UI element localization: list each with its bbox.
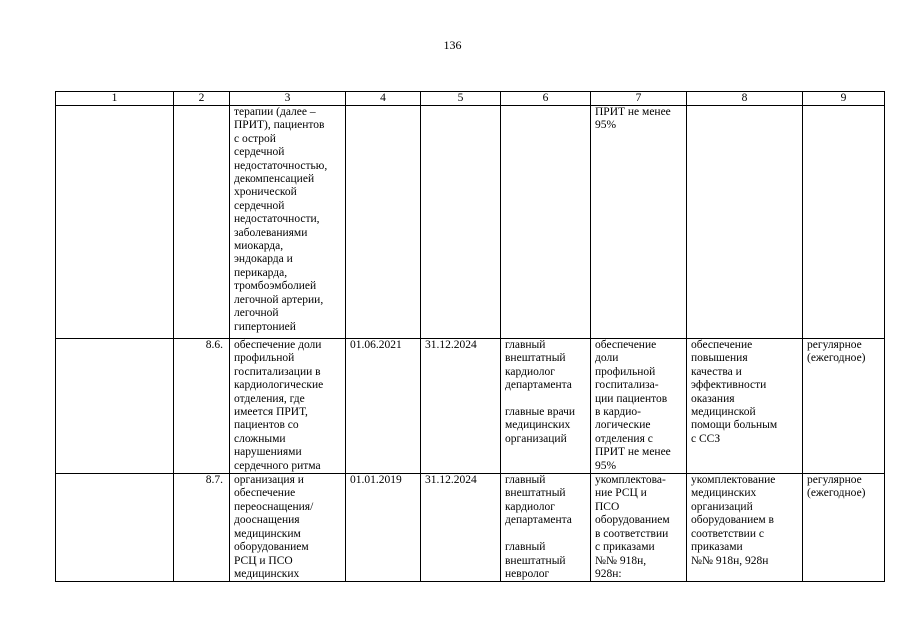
column-header-3: 3 (230, 92, 346, 106)
page-number: 136 (443, 38, 462, 52)
cell-end-date: 31.12.2024 (421, 474, 501, 582)
cell-section (56, 474, 174, 582)
cell-item-number (174, 106, 230, 339)
table-row (56, 106, 885, 339)
cell-result: обеспечение повышения качества и эффективности оказания медицинской помощи больным с ССЗ (687, 339, 803, 474)
cell-activity: терапии (далее – ПРИТ), пациентов с острой сердечной недостаточностью, декомпенсацией хронической сердечной недостаточности, заболеваниями миокарда, эндокарда и перикарда, тромбоэмболией легочной артерии, легочной гипертонией (230, 106, 346, 339)
cell-responsible: главный внештатный кардиолог департамента главный внештатный невролог (501, 474, 591, 582)
cell-responsible (501, 106, 591, 339)
cell-indicator: обеспечение доли профильной госпитализа- ции пациентов в кардио- логические отделения с ПРИТ не менее 95% (591, 339, 687, 474)
column-header-2: 2 (174, 92, 230, 106)
cell-start-date (346, 106, 421, 339)
cell-activity: организация и обеспечение переоснащения/ дооснащения медицинским оборудованием РСЦ и ПСО медицинских (230, 474, 346, 582)
cell-result (687, 106, 803, 339)
cell-result: укомплектование медицинских организаций оборудованием в соответствии с приказами №№ 918н, 928н (687, 474, 803, 582)
table-row (56, 474, 885, 582)
header-row (56, 92, 885, 106)
plan-table (55, 91, 885, 582)
cell-item-number: 8.6. (174, 339, 230, 474)
cell-frequency: регулярное (ежегодное) (803, 474, 885, 582)
column-header-7: 7 (591, 92, 687, 106)
cell-activity: обеспечение доли профильной госпитализации в кардиологические отделения, где имеется ПРИТ, пациентов со сложными нарушениями сердечного ритма (230, 339, 346, 474)
cell-section (56, 339, 174, 474)
cell-item-number: 8.7. (174, 474, 230, 582)
cell-end-date (421, 106, 501, 339)
column-header-4: 4 (346, 92, 421, 106)
column-header-1: 1 (56, 92, 174, 106)
table-row (56, 339, 885, 474)
column-header-8: 8 (687, 92, 803, 106)
column-header-5: 5 (421, 92, 501, 106)
cell-start-date: 01.01.2019 (346, 474, 421, 582)
cell-frequency: регулярное (ежегодное) (803, 339, 885, 474)
column-header-6: 6 (501, 92, 591, 106)
column-header-9: 9 (803, 92, 885, 106)
cell-responsible: главный внештатный кардиолог департамента главные врачи медицинских организаций (501, 339, 591, 474)
cell-section (56, 106, 174, 339)
cell-indicator: укомплектова- ние РСЦ и ПСО оборудованием в соответствии с приказами №№ 918н, 928н: (591, 474, 687, 582)
cell-start-date: 01.06.2021 (346, 339, 421, 474)
cell-end-date: 31.12.2024 (421, 339, 501, 474)
cell-frequency (803, 106, 885, 339)
cell-indicator: ПРИТ не менее 95% (591, 106, 687, 339)
